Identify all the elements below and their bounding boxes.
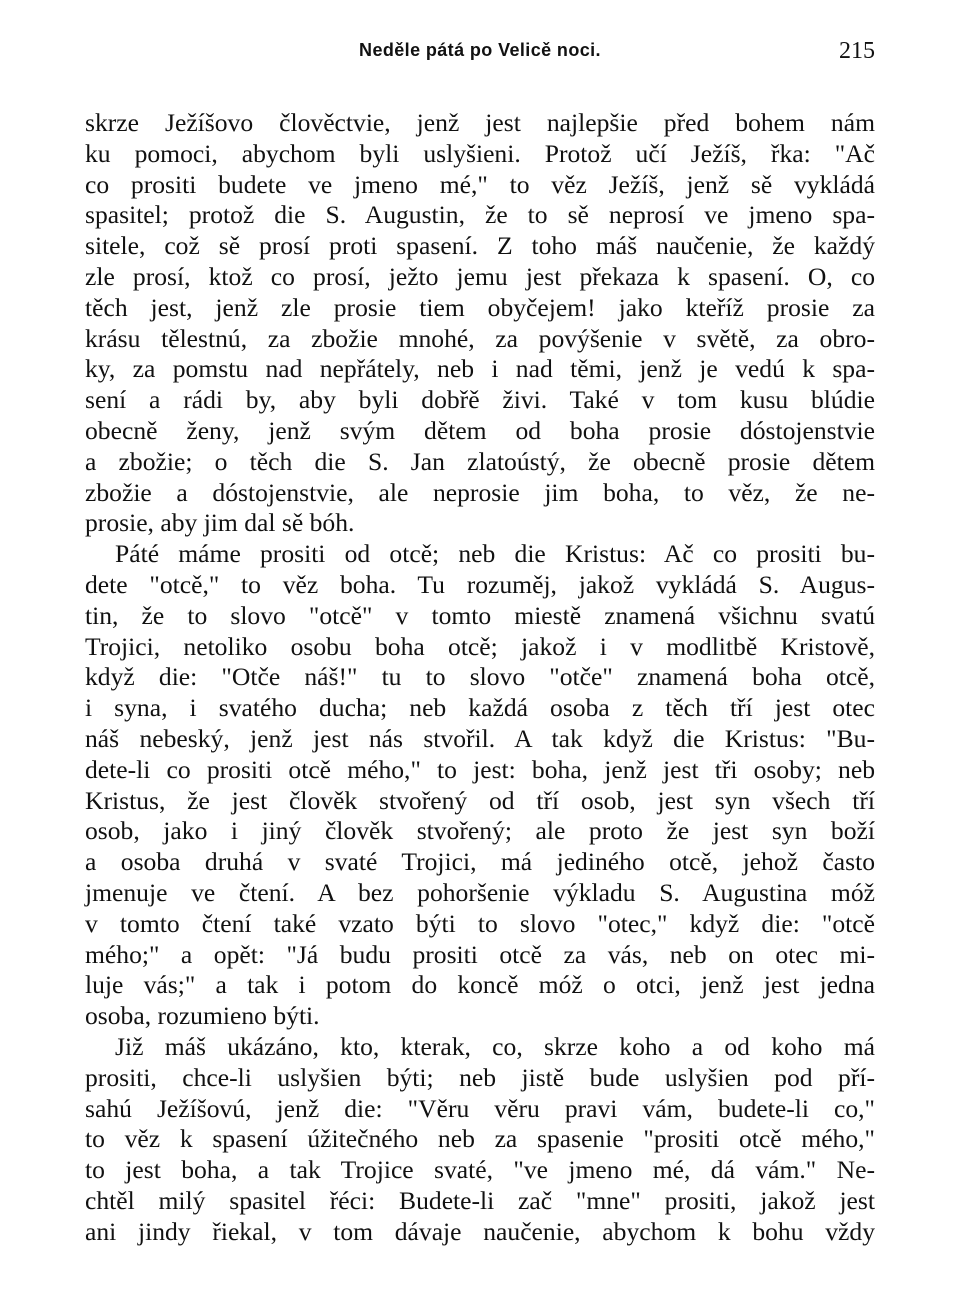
text-line: prositi, chce-li uslyšien býti; neb jistě bude uslyšien pod pří-: [85, 1062, 875, 1092]
text-line: skrze Ježíšovo člověctvie, jenž jest najlepšie před bohem nám: [85, 108, 875, 137]
text-line: krásu tělestnú, za zbožie mnohé, za povýšenie v světě, za obro-: [85, 323, 875, 353]
text-line: dete "otcě," to věz boha. Tu rozuměj, jakož vykládá S. Augus-: [85, 569, 875, 599]
text-line: luje vás;" a tak i potom do koncě móž o otci, jenž jest jedna: [85, 970, 875, 1000]
text-line: co prositi budete ve jmeno mé," to věz Ježíš, jenž sě vykládá: [85, 169, 875, 199]
text-line: náš nebeský, jenž jest nás stvořil. A tak když die Kristus: "Bu-: [85, 723, 875, 753]
text-line: spasitel; protož die S. Augustin, že to sě neprosí ve jmeno spa-: [85, 200, 875, 230]
text-line: mého;" a opět: "Já budu prositi otcě za vás, neb on otec mi-: [85, 939, 875, 969]
text-line: to věz k spasení úžitečného neb za spasenie "prositi otcě mého,": [85, 1124, 875, 1154]
text-line: ku pomoci, abychom byli uslyšieni. Protož učí Ježíš, řka: "Ač: [85, 138, 875, 168]
text-line: to jest boha, a tak Trojice svaté, "ve jmeno mé, dá vám." Ne-: [85, 1155, 875, 1185]
text-line: Kristus, že jest člověk stvořený od tří osob, jest syn všech tří: [85, 785, 875, 815]
page-number: 215: [839, 38, 875, 64]
text-line: tin, že to slovo "otcě" v tomto miestě znamená všichnu svatú: [85, 600, 875, 630]
text-line: zle prosí, ktož co prosí, ježto jemu jest překaza k spasení. O, co: [85, 261, 875, 291]
header-title: Neděle pátá po Velicě noci.: [359, 40, 601, 60]
text-line: Již máš ukázáno, kto, kterak, co, skrze koho a od koho má: [115, 1031, 875, 1061]
text-line: i syna, i svatého ducha; neb každá osoba z těch tří jest otec: [85, 693, 875, 723]
text-line: Trojici, netoliko osobu boha otcě; jakož i v modlitbě Kristově,: [85, 631, 875, 661]
text-line: sahú Ježíšovú, jenž die: "Věru věru pravi vám, budete-li co,": [85, 1093, 875, 1123]
text-line: a osoba druhá v svaté Trojici, má jediného otcě, jehož často: [85, 847, 875, 877]
text-line: těch jest, jenž zle prosie tiem obyčejem! jako kteříž prosie za: [85, 292, 875, 322]
text-line: zbožie a dóstojenstvie, ale neprosie jim boha, to věz, že ne-: [85, 477, 875, 507]
text-line: osoba, rozumieno býti.: [85, 1001, 320, 1031]
text-line: ky, za pomstu nad nepřátely, neb i nad těmi, jenž je vedú k spa-: [85, 354, 875, 384]
text-line: prosie, aby jim dal sě bóh.: [85, 508, 355, 538]
text-line: v tomto čtení také vzato býti to slovo "otec," když die: "otcě: [85, 908, 875, 938]
running-header: [85, 36, 875, 76]
text-line: jmenuje ve čtení. A bez pohoršenie výkladu S. Augustina móž: [85, 877, 875, 907]
text-line: dete-li co prositi otcě mého," to jest: boha, jenž jest tři osoby; neb: [85, 754, 875, 784]
text-line: když die: "Otče náš!" tu to slovo "otče" znamená boha otcě,: [85, 662, 875, 692]
text-line: obecně ženy, jenž svým dětem od boha prosie dóstojenstvie: [85, 415, 875, 445]
text-line: osob, jako i jiný člověk stvořený; ale proto že jest syn boží: [85, 816, 875, 846]
text-line: sitele, což sě prosí proti spasení. Z toho máš naučenie, že každý: [85, 231, 875, 261]
text-line: chtěl milý spasitel řéci: Budete-li zač "mne" prositi, jakož jest: [85, 1185, 875, 1215]
text-line: Páté máme prositi od otcě; neb die Kristus: Ač co prositi bu-: [115, 539, 875, 569]
text-line: ani jindy řiekal, v tom dávaje naučenie, abychom k bohu vždy: [85, 1216, 875, 1246]
text-line: a zbožie; o těch die S. Jan zlatoústý, že obecně prosie dětem: [85, 446, 875, 476]
body-text: [85, 108, 875, 1247]
text-line: sení a rádi by, aby byli dobřě živi. Také v tom kusu blúdie: [85, 385, 875, 415]
